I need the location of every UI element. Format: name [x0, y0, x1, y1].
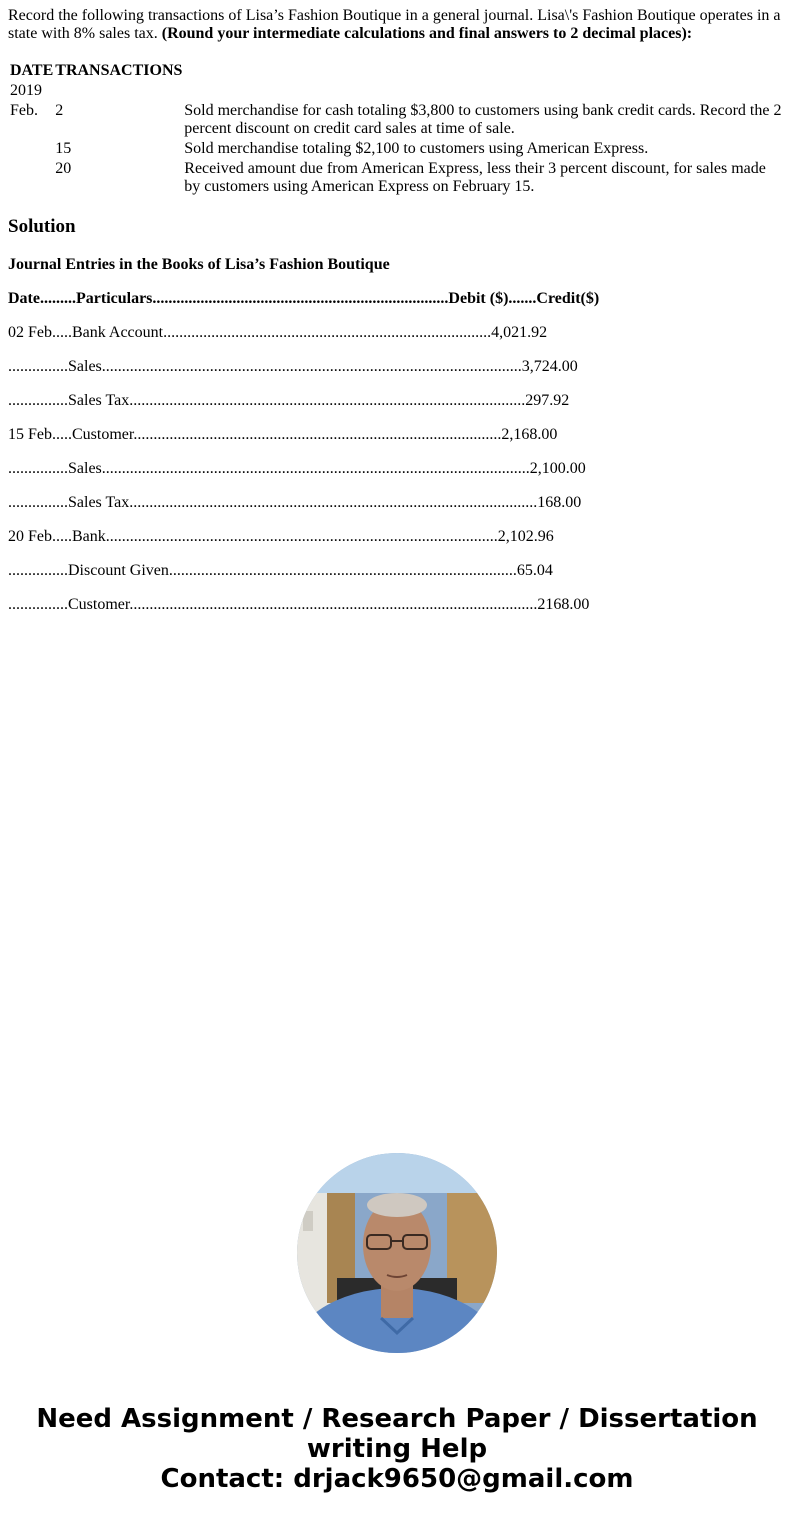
transactions-table [8, 60, 786, 198]
transaction-cell: Sold merchandise totaling $2,100 to customers using American Express. [184, 140, 649, 157]
promo-line: Need Assignment / Research Paper / Dissertation [36, 1404, 758, 1434]
question-text [8, 7, 788, 43]
transaction-cell: Sold merchandise for cash totaling $3,800 to customers using bank credit cards. Record the 2 percent discount on credit card sales at time of sale. [184, 102, 782, 137]
journal-line: 02 Feb.....Bank Account..................................................................................4,021.92 [8, 324, 548, 341]
journal-line: ...............Sales Tax......................................................................................................168.00 [8, 494, 582, 511]
journal-title: Journal Entries in the Books of Lisa’s Fashion Boutique [8, 256, 390, 273]
journal-line: ...............Sales.........................................................................................................3,724.00 [8, 358, 578, 375]
question-instruction: (Round your intermediate calculations and final answers to 2 decimal places): [161, 25, 693, 42]
year-cell: 2019 [10, 82, 42, 99]
day-cell: 2 [55, 102, 64, 119]
header-date: DATE [10, 62, 54, 79]
journal-header: Date.........Particulars..........................................................................Debit ($).......Credit($) [8, 290, 600, 307]
day-cell: 20 [55, 160, 72, 177]
journal-line: ...............Sales...........................................................................................................2,100.00 [8, 460, 586, 477]
solution-heading: Solution [8, 216, 76, 237]
table-row [10, 160, 784, 196]
transaction-cell: Received amount due from American Express, less their 3 percent discount, for sales made by customers using American Express on February 15. [184, 160, 766, 195]
journal-line: ...............Sales Tax...................................................................................................297.92 [8, 392, 570, 409]
journal-line: 15 Feb.....Customer............................................................................................2,168.00 [8, 426, 558, 443]
table-row [10, 102, 784, 138]
table-header-row [10, 62, 784, 80]
question-body: Record the following transactions of Lisa’s Fashion Boutique in a general journal. Lisa\'s Fashion Boutique operates in a state with 8% sales tax. [8, 7, 781, 42]
month-cell: Feb. [10, 102, 38, 119]
table-row [10, 140, 784, 158]
author-avatar [297, 1153, 497, 1353]
journal-line: ...............Customer......................................................................................................2168.00 [8, 596, 590, 613]
header-transactions: TRANSACTIONS [55, 62, 183, 79]
promo-contact: Contact: drjack9650@gmail.com [160, 1464, 634, 1494]
promo-line: writing Help [306, 1434, 488, 1464]
table-row [10, 82, 784, 100]
journal-line: 20 Feb.....Bank..................................................................................................2,102.96 [8, 528, 554, 545]
day-cell: 15 [55, 140, 72, 157]
promo-banner [0, 1404, 794, 1494]
journal-line: ...............Discount Given.......................................................................................65.04 [8, 562, 553, 579]
